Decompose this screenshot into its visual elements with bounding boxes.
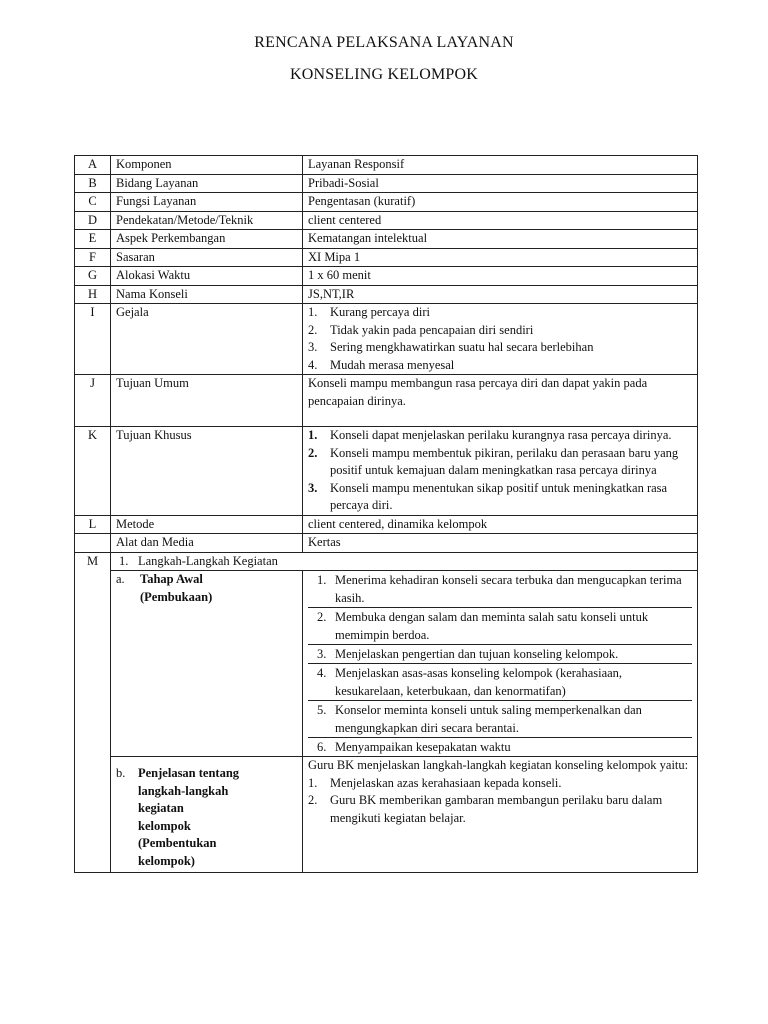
- row-label: Bidang Layanan: [111, 174, 303, 193]
- list-item: 2. Konseli mampu membentuk pikiran, perilaku dan perasaan baru yang positif untuk kemajuan dalam meningkatkan rasa percaya dirinya: [308, 445, 679, 477]
- row-value: JS,NT,IR: [303, 285, 698, 304]
- row-value: XI Mipa 1: [303, 248, 698, 267]
- steps-header: 1. Langkah-Langkah Kegiatan: [111, 552, 698, 571]
- row-label: Tujuan Khusus: [111, 427, 303, 516]
- table-row: [75, 285, 698, 304]
- row-label: Fungsi Layanan: [111, 193, 303, 212]
- list-item: 4. Menjelaskan asas-asas konseling kelompok (kerahasiaan, kesukarelaan, keterbukaan, dan kenormatifan): [308, 664, 692, 701]
- document-subtitle: KONSELING KELOMPOK: [289, 66, 479, 83]
- list-item: 2. Guru BK memberikan gambaran membangun perilaku baru dalam mengikuti kegiatan belajar.: [308, 793, 663, 825]
- list-item: 1. Konseli dapat menjelaskan perilaku kurangnya rasa percaya dirinya.: [308, 428, 672, 442]
- row-code: M: [75, 552, 111, 873]
- row-label: Gejala: [111, 304, 303, 375]
- table-row: [75, 552, 698, 571]
- stage-b-list: [308, 775, 692, 828]
- row-code: H: [75, 285, 111, 304]
- row-value: Layanan Responsif: [303, 156, 698, 175]
- table-row: [75, 375, 698, 427]
- row-code: B: [75, 174, 111, 193]
- row-code: A: [75, 156, 111, 175]
- stage-b-intro: Guru BK menjelaskan langkah-langkah kegiatan konseling kelompok yaitu:: [308, 758, 689, 772]
- row-label: Metode: [111, 515, 303, 534]
- row-label: Alat dan Media: [111, 534, 303, 553]
- symptom-list: [308, 304, 692, 374]
- table-row: [75, 193, 698, 212]
- row-value: client centered, dinamika kelompok: [303, 515, 698, 534]
- row-value: Pengentasan (kuratif): [303, 193, 698, 212]
- row-code: G: [75, 267, 111, 286]
- stage-b-label: b. Penjelasan tentang langkah-langkah kegiatan kelompok (Pembentukan kelompok): [111, 757, 303, 873]
- row-label: Pendekatan/Metode/Teknik: [111, 211, 303, 230]
- row-label: Sasaran: [111, 248, 303, 267]
- row-value: client centered: [303, 211, 698, 230]
- document-title: RENCANA PELAKSANA LAYANAN: [254, 34, 514, 51]
- row-code: J: [75, 375, 111, 427]
- table-row: [75, 248, 698, 267]
- list-item: 1. Kurang percaya diri: [308, 305, 430, 319]
- stage-a-label: a. Tahap Awal (Pembukaan): [111, 571, 303, 757]
- row-label: Tujuan Umum: [111, 375, 303, 427]
- row-value: 1 x 60 menit: [303, 267, 698, 286]
- row-label: Alokasi Waktu: [111, 267, 303, 286]
- table-row: [75, 515, 698, 534]
- row-value: [303, 427, 698, 516]
- row-code: D: [75, 211, 111, 230]
- stage-a-steps: [303, 571, 698, 757]
- list-item: 1. Menjelaskan azas kerahasiaan kepada konseli.: [308, 775, 562, 790]
- table-row: [75, 757, 698, 873]
- table-row: [75, 534, 698, 553]
- table-row: [75, 571, 698, 757]
- row-value: [303, 304, 698, 375]
- row-code: K: [75, 427, 111, 516]
- row-label: Nama Konseli: [111, 285, 303, 304]
- list-item: 3. Sering mengkhawatirkan suatu hal secara berlebihan: [308, 340, 594, 354]
- list-item: 6. Menyampaikan kesepakatan waktu: [317, 740, 511, 754]
- table-row: [75, 156, 698, 175]
- list-item: 3. Menjelaskan pengertian dan tujuan konseling kelompok.: [308, 645, 692, 664]
- row-code: [75, 534, 111, 553]
- row-value: Konseli mampu membangun rasa percaya diri dan dapat yakin pada pencapaian dirinya.: [303, 375, 698, 427]
- table-row: [75, 211, 698, 230]
- row-code: F: [75, 248, 111, 267]
- list-item: 3. Konseli mampu menentukan sikap positif untuk meningkatkan rasa percaya diri.: [308, 480, 668, 512]
- table-row: [75, 304, 698, 375]
- row-label: Aspek Perkembangan: [111, 230, 303, 249]
- stage-b-steps: [303, 757, 698, 873]
- list-item: 5. Konselor meminta konseli untuk saling memperkenalkan dan mengungkapkan diri secara berantai.: [308, 701, 692, 738]
- list-item: 1. Menerima kehadiran konseli secara terbuka dan mengucapkan terima kasih.: [308, 571, 692, 608]
- row-code: E: [75, 230, 111, 249]
- objective-list: [308, 427, 692, 515]
- row-label: Komponen: [111, 156, 303, 175]
- list-item: 2. Membuka dengan salam dan meminta salah satu konseli untuk memimpin berdoa.: [308, 608, 692, 645]
- table-row: [75, 427, 698, 516]
- row-code: L: [75, 515, 111, 534]
- table-row: [75, 174, 698, 193]
- table-row: [75, 230, 698, 249]
- row-code: I: [75, 304, 111, 375]
- list-item: 4. Mudah merasa menyesal: [308, 357, 455, 372]
- row-value: Kertas: [303, 534, 698, 553]
- plan-table: [74, 155, 698, 873]
- row-value: Kematangan intelektual: [303, 230, 698, 249]
- row-code: C: [75, 193, 111, 212]
- row-value: Pribadi-Sosial: [303, 174, 698, 193]
- list-item: 2. Tidak yakin pada pencapaian diri sendiri: [308, 322, 534, 337]
- table-row: [75, 267, 698, 286]
